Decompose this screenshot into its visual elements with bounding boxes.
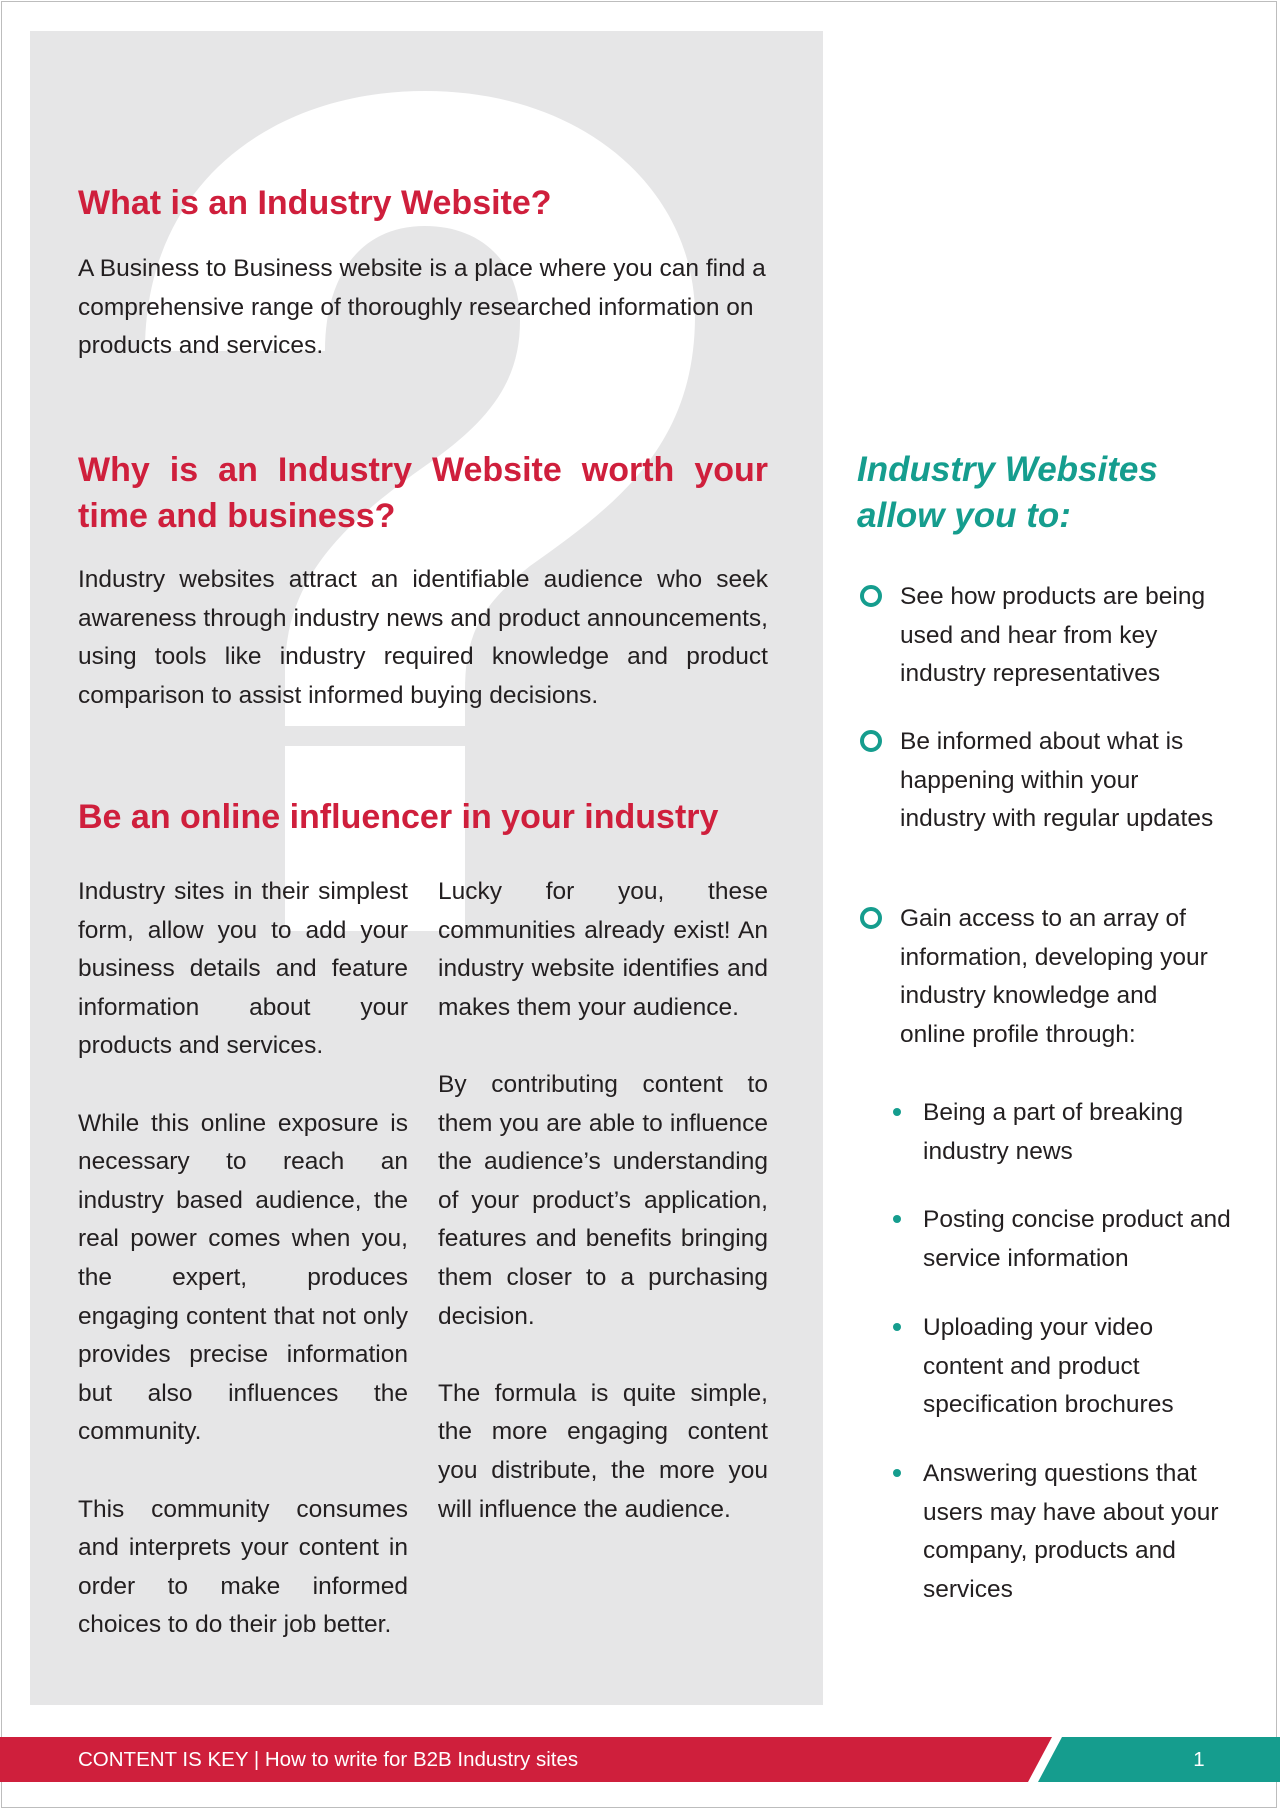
dot-bullet-icon: [893, 1469, 901, 1477]
footer-subtitle: How to write for B2B Industry sites: [264, 1748, 579, 1771]
sidebar-item: [860, 900, 1220, 1054]
sidebar-subitem: [893, 1094, 1233, 1171]
sidebar-item: [860, 578, 1220, 694]
footer-bar: [0, 1737, 1280, 1782]
sidebar-heading-line-1: Industry Websites: [857, 450, 1158, 489]
sidebar-item: [860, 723, 1220, 839]
dot-bullet-icon: [893, 1323, 901, 1331]
footer-title: [78, 1737, 578, 1782]
section-body-why-worth: Industry websites attract an identifiable audience who seek awareness through industry news and product announcements, using tools like industry required knowledge and product comparison to assist informed buying decisions.: [78, 566, 768, 709]
paragraph: By contributing content to them you are able to influence the audience’s understanding of your product’s application, features and benefits bringing them closer to a purchasing decision.: [438, 1070, 768, 1330]
footer-teal-band: [1038, 1737, 1280, 1782]
sidebar-item-text: Be informed about what is happening within your industry with regular updates: [900, 728, 1214, 833]
influencer-column-2: [438, 873, 768, 1529]
section-heading-influencer: Be an online influencer in your industry: [78, 798, 719, 836]
ring-bullet-icon: [860, 585, 882, 607]
section-body-what-is: A Business to Business website is a place where you can find a comprehensive range of thoroughly researched information on products and services.: [78, 255, 766, 360]
section-heading-what-is: What is an Industry Website?: [78, 184, 552, 222]
paragraph: The formula is quite simple, the more engaging content you distribute, the more you will influence the audience.: [438, 1379, 768, 1523]
ring-bullet-icon: [860, 907, 882, 929]
paragraph: While this online exposure is necessary to reach an industry based audience, the real power comes when you, the expert, produces engaging content that not only provides precise information but also influences the community.: [78, 1109, 408, 1446]
sidebar-subitem-text: Uploading your video content and product specification brochures: [923, 1314, 1174, 1419]
sidebar-subitem: [893, 1455, 1233, 1609]
section-heading-why-worth: Why is an Industry Website worth your time and business?: [78, 451, 768, 535]
sidebar-subitem-text: Being a part of breaking industry news: [923, 1099, 1184, 1165]
sidebar-heading: [857, 447, 1257, 539]
dot-bullet-icon: [893, 1215, 901, 1223]
sidebar-heading-line-2: allow you to:: [857, 496, 1071, 535]
sidebar-subitem-text: Answering questions that users may have about your company, products and services: [923, 1460, 1219, 1603]
sidebar-subitem: [893, 1309, 1233, 1425]
sidebar-subitem-text: Posting concise product and service information: [923, 1206, 1231, 1272]
paragraph: This community consumes and interprets your content in order to make informed choices to do their job better.: [78, 1495, 408, 1639]
sidebar-item-text: Gain access to an array of information, developing your industry knowledge and online profile through:: [900, 905, 1208, 1048]
sidebar-item-text: See how products are being used and hear from key industry representatives: [900, 583, 1206, 688]
paragraph: Lucky for you, these communities already exist! An industry website identifies and makes them your audience.: [438, 878, 768, 1021]
page-number: 1: [1193, 1748, 1205, 1771]
footer-separator: |: [248, 1748, 265, 1771]
influencer-column-1: [78, 873, 408, 1645]
ring-bullet-icon: [860, 730, 882, 752]
sidebar-subitem: [893, 1201, 1233, 1278]
dot-bullet-icon: [893, 1108, 901, 1116]
paragraph: Industry sites in their simplest form, allow you to add your business details and feature information about your products and services.: [78, 878, 408, 1060]
footer-brand: CONTENT IS KEY: [78, 1748, 249, 1771]
